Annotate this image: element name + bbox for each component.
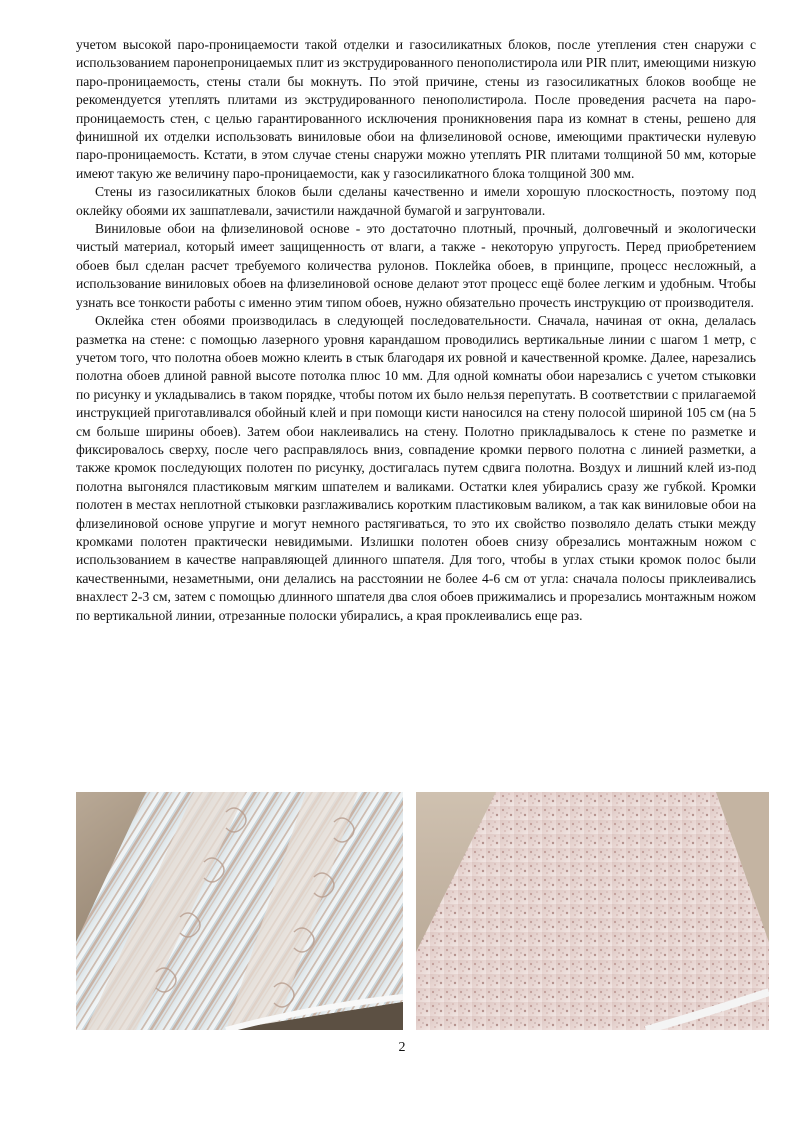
- speckled-wallpaper-photo: [416, 792, 769, 1030]
- paragraph-4: Оклейка стен обоями производилась в следующей последовательности. Сначала, начиная от окна, делалась разметка на стене: с помощью лазерного уровня карандашом проводились вертикальные линии с шагом 1 метр, с учетом того, что полотна обоев можно клеить в стык благодаря их ровной и качественной кромке. Далее, нарезались полотна обоев длиной равной высоте потолка плюс 10 мм. Для одной комнаты обои нарезались с учетом стыковки по рисунку и укладывались в таком порядке, чтобы потом их было нельзя перепутать. В соответствии с прилагаемой инструкцией приготавливался обойный клей и при помощи кисти наносился на стену полосой шириной 105 см (на 5 см больше ширины обоев). Затем обои наклеивались на стену. Полотно прикладывалось к стене по разметке и фиксировалось сверху, после чего расправлялось вниз, совпадение кромки первого полотна с линией разметки, а также кромок последующих полотен по рисунку, достигалась путем сдвига полотна. Воздух и лишний клей из-под полотна выгонялся пластиковым мягким шпателем и валиками. Остатки клея убирались сразу же губкой. Кромки полотен в местах неплотной стыковки разглаживались коротким пластиковым валиком, а так как виниловые обои на флизелиновой основе упругие и могут немного растягиваться, то это их свойство позволяло делать стыки между кромками полотен практически невидимыми. Излишки полотен обоев снизу обрезались монтажным ножом с использованием в качестве направляющей длинного шпателя. Для того, чтобы в углах стыки кромок полос были качественными, незаметными, они делались на расстоянии не более 4-6 см от угла: сначала полосы приклеивались внахлест 2-3 см, затем с помощью длинного шпателя два слоя обоев прижимались и прорезались монтажным ножом по вертикальной линии, отрезанные полоски убирались, а края проклеивались еще раз.: [76, 313, 756, 623]
- paragraph-1: учетом высокой паро-проницаемости такой отделки и газосиликатных блоков, после утепления стен снаружи с использованием паронепроницаемых плит из экструдированного пенополистирола или PIR плит, имеющими низкую паро-проницаемость, стены стали бы мокнуть. По этой причине, стены из газосиликатных блоков вообще не рекомендуется утеплять плитами из экструдированного пенополистирола. После проведения расчета на паро-проницаемость стен, с целью гарантированного исключения проникновения пара из комнат в стены, решено для финишной их отделки использовать виниловые обои на флизелиновой основе, имеющими практически нулевую паро-проницаемость. Кстати, в этом случае стены снаружи можно утеплять PIR плитами толщиной 50 мм, которые имеют такую же величину паро-проницаемости, как у газосиликатного блока толщиной 300 мм.: [76, 37, 756, 181]
- speckled-pink-wallpaper-roll-photo-icon: [416, 792, 769, 1030]
- paragraph-2: Стены из газосиликатных блоков были сделаны качественно и имели хорошую плоскостность, поэтому под оклейку обоями их зашпатлевали, зачистили наждачной бумагой и загрунтовали.: [76, 184, 756, 218]
- striped-wallpaper-photo: [76, 792, 403, 1030]
- striped-vinyl-wallpaper-roll-photo-icon: [76, 792, 403, 1030]
- paragraph-3: Виниловые обои на флизелиновой основе - это достаточно плотный, прочный, долговечный и экологически чистый материал, который имеет защищенность от влаги, а также - некоторую упругость. Перед приобретением обоев был сделан расчет требуемого количества рулонов. Поклейка обоев, в принципе, процесс несложный, а использование виниловых обоев на флизелиновой основе делают этот процесс ещё более легким и удобным. Чтобы узнать все тонкости работы с именно этим типом обоев, нужно обязательно прочесть инструкцию от производителя.: [76, 221, 756, 310]
- photo-row: [76, 792, 769, 1030]
- document-body: [76, 36, 756, 625]
- page-number: 2: [398, 1040, 406, 1055]
